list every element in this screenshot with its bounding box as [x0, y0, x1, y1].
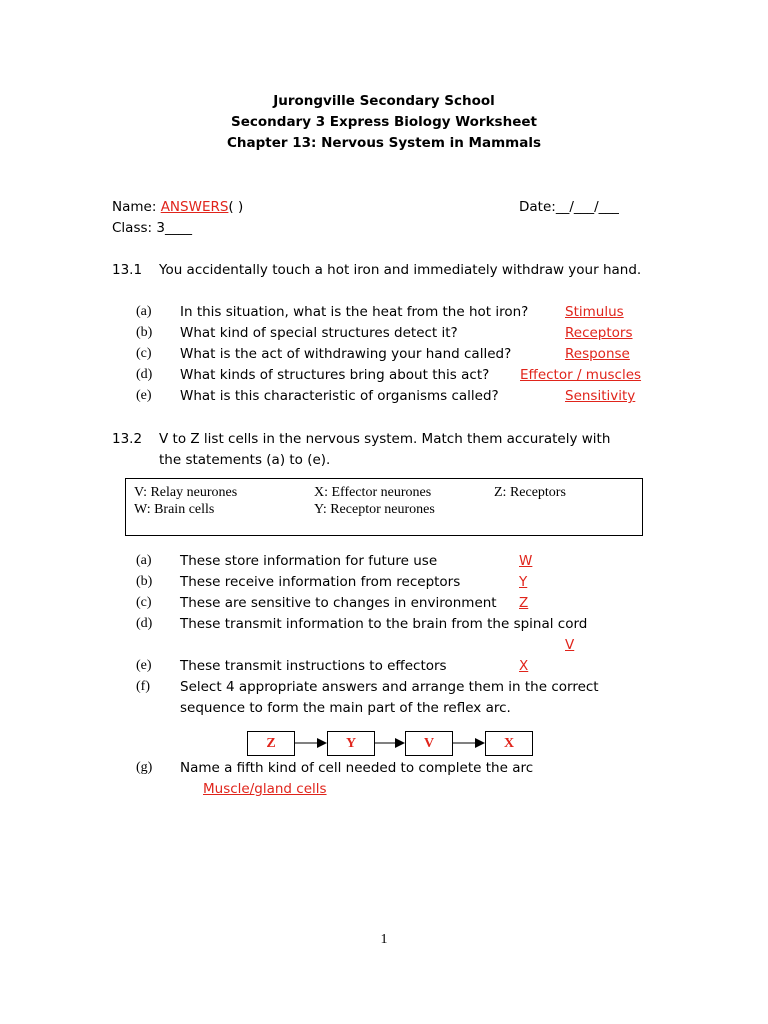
page-number: 1: [380, 932, 388, 947]
q2-stem-line1: V to Z list cells in the nervous system. Match them accurately with: [159, 431, 611, 447]
q2-c-label: (c): [136, 595, 152, 610]
q2-f-line2: sequence to form the main part of the reflex arc.: [180, 700, 511, 716]
q1-c-answer: Response: [565, 346, 630, 362]
q2-e-label: (e): [136, 658, 152, 673]
q2-d-label: (d): [136, 616, 153, 631]
q1-e-answer: Sensitivity: [565, 388, 636, 404]
q2-stem-line2: the statements (a) to (e).: [159, 452, 331, 468]
arc-box-2: Y: [327, 731, 375, 756]
q1-d-answer: Effector / muscles: [520, 367, 642, 383]
q2-d-answer: V: [565, 637, 575, 653]
q2-a-label: (a): [136, 553, 152, 568]
q1-a-text: In this situation, what is the heat from the hot iron?: [180, 304, 529, 320]
q1-d-text: What kinds of structures bring about this act?: [180, 367, 490, 383]
cell-y: Y: Receptor neurones: [314, 502, 435, 517]
q2-c-text: These are sensitive to changes in environment: [180, 595, 497, 611]
q1-c-label: (c): [136, 346, 152, 361]
q2-a-text: These store information for future use: [180, 553, 438, 569]
chapter-title: Chapter 13: Nervous System in Mammals: [226, 135, 541, 151]
q1-e-text: What is this characteristic of organisms called?: [180, 388, 499, 404]
school-name: Jurongville Secondary School: [273, 93, 495, 109]
q2-f-label: (f): [136, 679, 150, 694]
name-value: ANSWERS: [160, 199, 229, 215]
q1-d-label: (d): [136, 367, 153, 382]
q2-d-text: These transmit information to the brain from the spinal cord: [180, 616, 588, 632]
q2-f-line1: Select 4 appropriate answers and arrange them in the correct: [180, 679, 599, 695]
q2-g-label: (g): [136, 760, 153, 775]
q1-c-text: What is the act of withdrawing your hand called?: [180, 346, 512, 362]
q2-c-answer: Z: [519, 595, 529, 611]
q1-a-answer: Stimulus: [565, 304, 624, 320]
q1-a-label: (a): [136, 304, 152, 319]
q2-b-label: (b): [136, 574, 153, 589]
q1-e-label: (e): [136, 388, 152, 403]
q2-number: 13.2: [112, 431, 143, 447]
q1-number: 13.1: [112, 262, 143, 278]
cell-x: X: Effector neurones: [314, 485, 432, 500]
worksheet-title: Secondary 3 Express Biology Worksheet: [231, 114, 537, 130]
cell-w: W: Brain cells: [134, 502, 215, 517]
q2-g-text: Name a fifth kind of cell needed to complete the arc: [180, 760, 534, 776]
q2-e-text: These transmit instructions to effectors: [180, 658, 447, 674]
cell-z: Z: Receptors: [494, 485, 566, 500]
q2-e-answer: X: [519, 658, 529, 674]
name-bracket: ( ): [228, 199, 244, 215]
arc-box-1: Z: [247, 731, 295, 756]
q2-g-answer: Muscle/gland cells: [203, 781, 327, 797]
name-label: Name:: [112, 199, 157, 215]
class-line: Class: 3____: [112, 220, 192, 236]
arc-box-4: X: [485, 731, 533, 756]
q1-b-answer: Receptors: [565, 325, 633, 341]
q1-b-text: What kind of special structures detect it?: [180, 325, 458, 341]
arc-box-3: V: [405, 731, 453, 756]
q1-b-label: (b): [136, 325, 153, 340]
cell-v: V: Relay neurones: [134, 485, 238, 500]
q2-b-text: These receive information from receptors: [180, 574, 461, 590]
q2-b-answer: Y: [519, 574, 528, 590]
q1-stem: You accidentally touch a hot iron and immediately withdraw your hand.: [159, 262, 642, 278]
date-line: Date:__/___/___: [519, 199, 619, 215]
q2-a-answer: W: [519, 553, 533, 569]
